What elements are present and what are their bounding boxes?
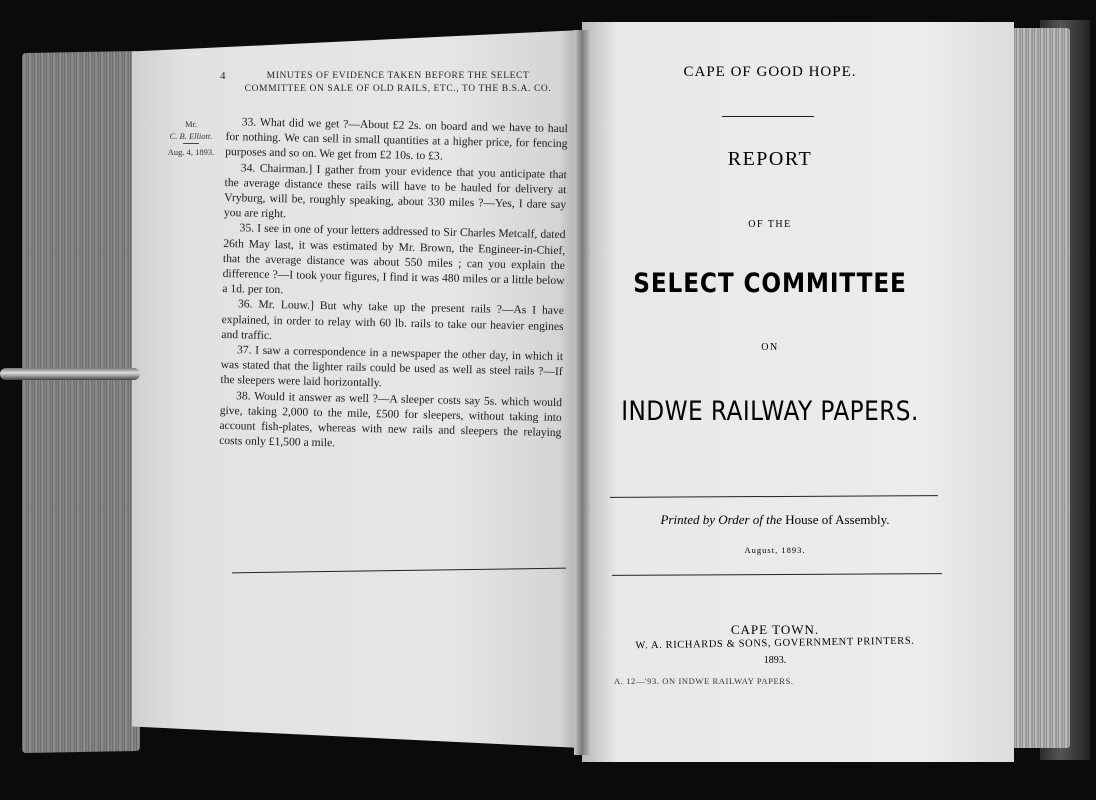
committee-heading: SELECT COMMITTEE: [633, 268, 907, 299]
pencil-bookmark: [0, 368, 140, 380]
page-number: 4: [220, 70, 226, 82]
book-page-edges-right: [1010, 28, 1070, 748]
book-page-edges-left: [22, 51, 140, 753]
paragraph: 38. Would it answer as well ?—A sleeper costs say 5s. which would give, taking 2,000 to the mile, £500 for sleepers, without taking into account fish-plates, whereas with new rails and sleepers the relaying costs only £1,500 a mile.: [219, 388, 563, 450]
printed-by-line: [620, 512, 930, 528]
printed-by-prefix: Printed by Order of the: [660, 512, 783, 527]
paragraph: 36. Mr. Louw.] But why take up the present rails ?—As I have explained, in order to relay with 60 lb. rails to take our heavier engines and traffic.: [221, 297, 565, 342]
evidence-text: [219, 114, 568, 456]
printer-name: W. A. RICHARDS & SONS, GOVERNMENT PRINTERS.: [635, 635, 915, 652]
paragraph: 34. Chairman.] I gather from your evidence that you anticipate that the average distance these rails will have to be hauled for delivery at Vryburg, will be, roughly speaking, about 330 miles ?—Yes, I dare say you are right.: [223, 160, 567, 221]
printer-year: 1893.: [763, 655, 787, 666]
paragraph: 33. What did we get ?—About £2 2s. on board and we have to haul for nothing. We can sell in small quantities at a higher price, for fencing purposes and so on. We get from £2 10s. to £3.: [225, 115, 568, 163]
colony-heading: CAPE OF GOOD HOPE.: [683, 64, 857, 80]
report-title: INDWE RAILWAY PAPERS.: [621, 396, 919, 427]
side-note: [160, 118, 222, 158]
book-gutter: [574, 30, 590, 755]
running-header-line-2: COMMITTEE ON SALE OF OLD RAILS, ETC., TO THE B.S.A. CO.: [244, 84, 552, 94]
paragraph: 35. I see in one of your letters addressed to Sir Charles Metcalf, dated 26th May last, it was estimated by Mr. Brown, the Engineer-in-Chief, that the average distance was about 550 miles ; can you explain the difference ?—I took your figures, I find it was 480 miles or a little below a 1d. per ton.: [222, 221, 566, 297]
side-note-name: C. B. Elliott.: [169, 131, 213, 141]
short-rule: [722, 116, 814, 117]
of-the-text: OF THE: [748, 219, 792, 230]
printer-town: CAPE TOWN.: [730, 622, 820, 637]
paragraph: 37. I saw a correspondence in a newspaper the other day, in which it was stated that the lighter rails could be used as well as steel rails ?—If the sleepers were laid horizontally.: [220, 343, 564, 390]
running-header: [218, 70, 578, 96]
printed-by-house: House of Assembly.: [785, 512, 890, 527]
side-note-title: Mr.: [184, 119, 198, 129]
document-reference: A. 12—'93. ON INDWE RAILWAY PAPERS.: [614, 676, 794, 686]
on-text: ON: [761, 342, 779, 353]
report-heading: REPORT: [727, 148, 813, 170]
running-header-line-1: MINUTES OF EVIDENCE TAKEN BEFORE THE SELECT: [266, 71, 530, 81]
publication-date: August, 1893.: [744, 545, 806, 555]
side-note-date: Aug. 4, 1893.: [167, 147, 215, 157]
